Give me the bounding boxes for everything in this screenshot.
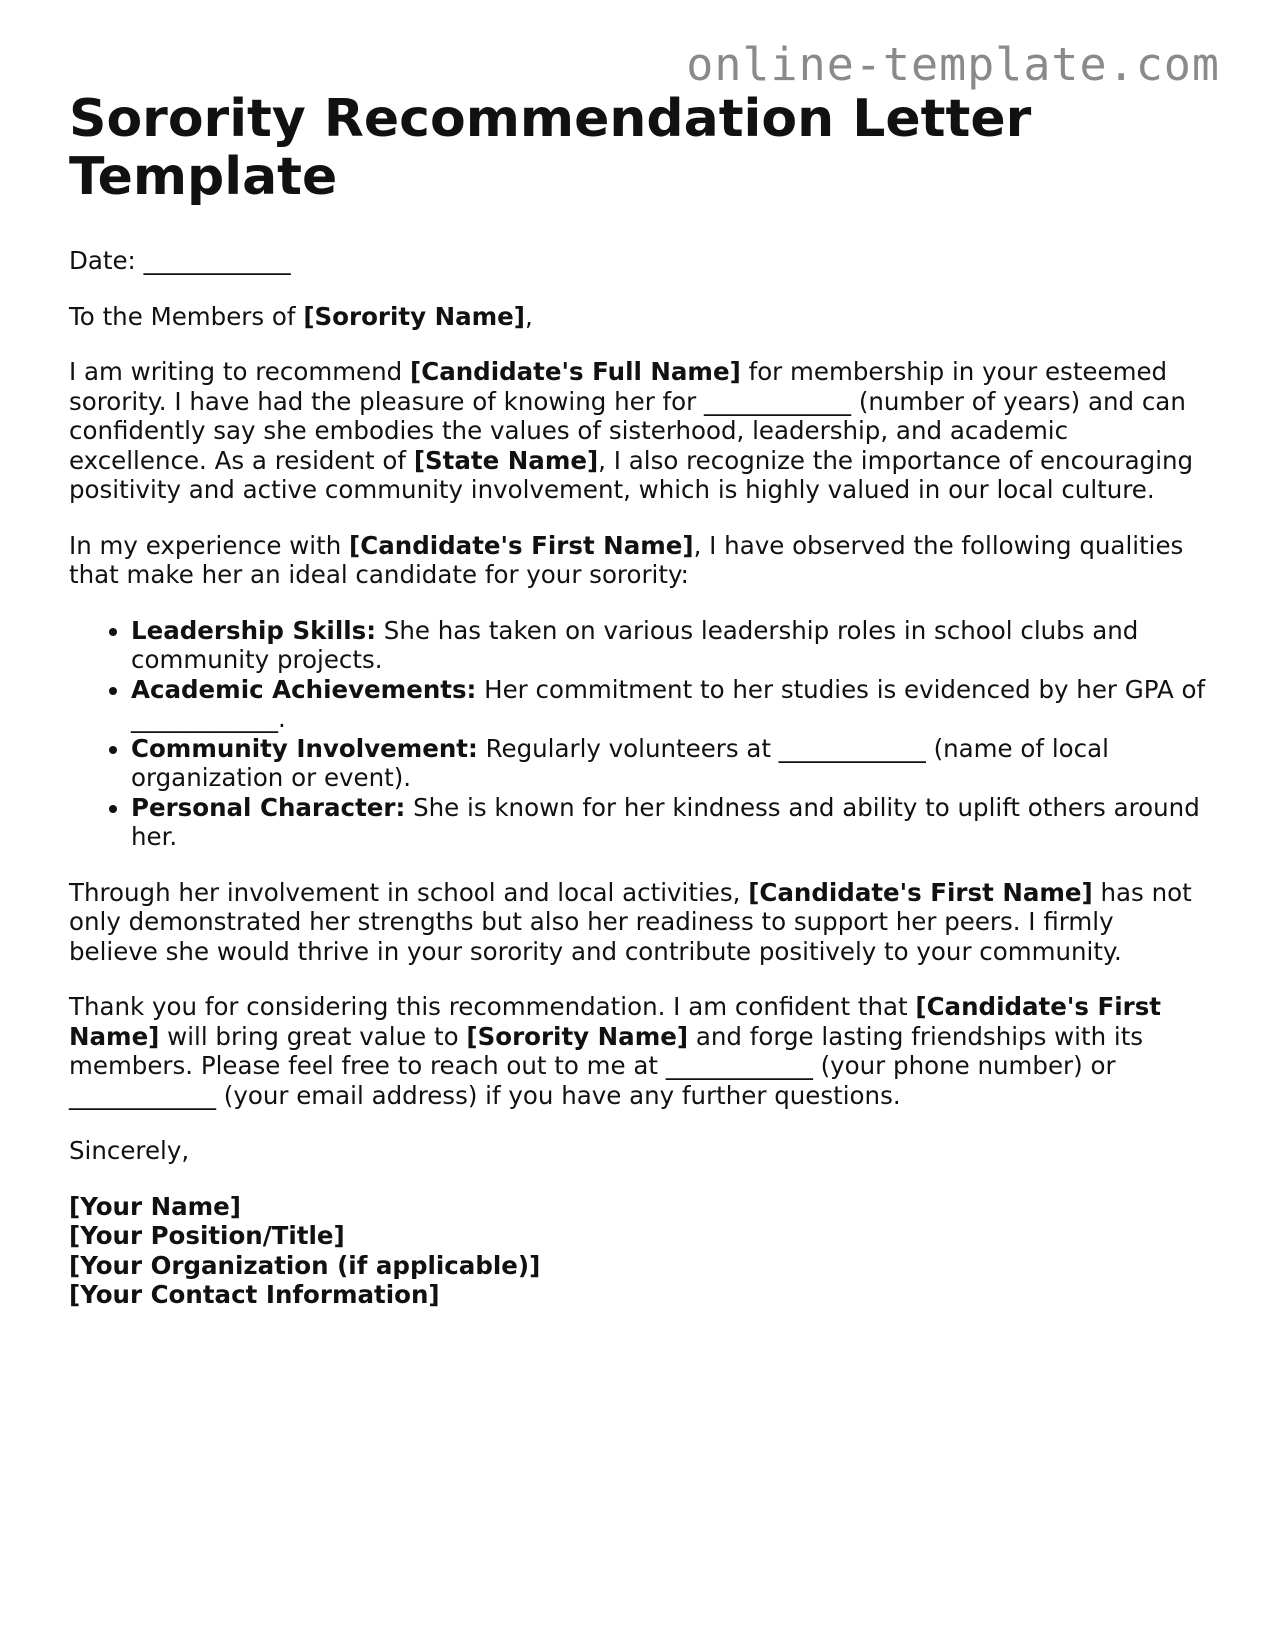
experience-text-1: In my experience with (69, 530, 350, 560)
document-title: Sorority Recommendation Letter Template (69, 89, 1032, 207)
intro-text-1: I am writing to recommend (69, 357, 411, 386)
greeting-prefix: To the Members of (69, 301, 304, 331)
experience-paragraph (69, 531, 1209, 590)
quality-label: Community Involvement: (131, 733, 478, 763)
letter-document (69, 90, 1209, 1310)
sorority-name-placeholder: [Sorority Name] (466, 1021, 689, 1051)
state-name-placeholder: [State Name] (413, 445, 599, 475)
signature-name: [Your Name] (69, 1191, 241, 1221)
quality-label: Academic Achievements: (131, 674, 477, 704)
greeting-suffix: , (524, 301, 533, 331)
quality-label: Leadership Skills: (131, 615, 376, 645)
intro-paragraph (69, 357, 1209, 505)
candidate-first-name-placeholder: [Candidate's First Name] (349, 530, 694, 560)
list-item (131, 734, 1209, 793)
watermark: online-template.com (686, 38, 1220, 91)
quality-text: Her commitment to her studies is evidenced by her GPA of ____________. (131, 674, 1206, 733)
signature-position: [Your Position/Title] (69, 1221, 345, 1250)
quality-text: She is known for her kindness and ability to uplift others around her. (131, 792, 1200, 851)
intro-text-3: , I also recognize the importance of encouraging positivity and active community involvement, which is highly valued in our local culture. (69, 445, 1194, 504)
thanks-text-2: will bring great value to (159, 1021, 467, 1051)
quality-text: She has taken on various leadership roles in school clubs and community projects. (131, 615, 1139, 674)
signature-organization: [Your Organization (if applicable)] (69, 1250, 541, 1280)
signature-block (69, 1192, 1209, 1310)
greeting (69, 302, 1209, 332)
involvement-paragraph (69, 878, 1209, 967)
thanks-text-1: Thank you for considering this recommendation. I am confident that (69, 992, 916, 1021)
quality-label: Personal Character: (131, 792, 406, 822)
signature-contact: [Your Contact Information] (69, 1280, 440, 1309)
quality-text: Regularly volunteers at ____________ (name of local organization or event). (131, 733, 1109, 792)
involvement-text-1: Through her involvement in school and local activities, (69, 877, 749, 907)
involvement-text-2: has not only demonstrated her strengths but also her readiness to support her peers. I firmly believe she would thrive in your sorority and contribute positively to your community. (69, 877, 1192, 966)
thanks-text-3: and forge lasting friendships with its members. Please feel free to reach out to me at ____________ (your phone number) or ____________ (your email address) if you have any further questions. (69, 1021, 1144, 1110)
experience-text-2: , I have observed the following qualities that make her an ideal candidate for your sorority: (69, 530, 1184, 589)
date-line: Date: ____________ (69, 246, 291, 275)
candidate-full-name-placeholder: [Candidate's Full Name] (410, 357, 741, 386)
list-item (131, 793, 1209, 852)
candidate-first-name-placeholder: [Candidate's First Name] (748, 877, 1093, 907)
candidate-first-name-placeholder: [Candidate's First Name] (69, 992, 1161, 1051)
closing: Sincerely, (69, 1136, 190, 1165)
sorority-name-placeholder: [Sorority Name] (303, 301, 525, 331)
qualities-list (69, 616, 1209, 852)
thank-you-paragraph (69, 992, 1209, 1110)
list-item (131, 675, 1209, 734)
list-item (131, 616, 1209, 675)
intro-text-2: for membership in your esteemed sorority. I have had the pleasure of knowing her for ____________ (number of years) and can confidently say she embodies the values of sisterhood, leadership, and academic excellence. As a resident of (69, 357, 1186, 475)
